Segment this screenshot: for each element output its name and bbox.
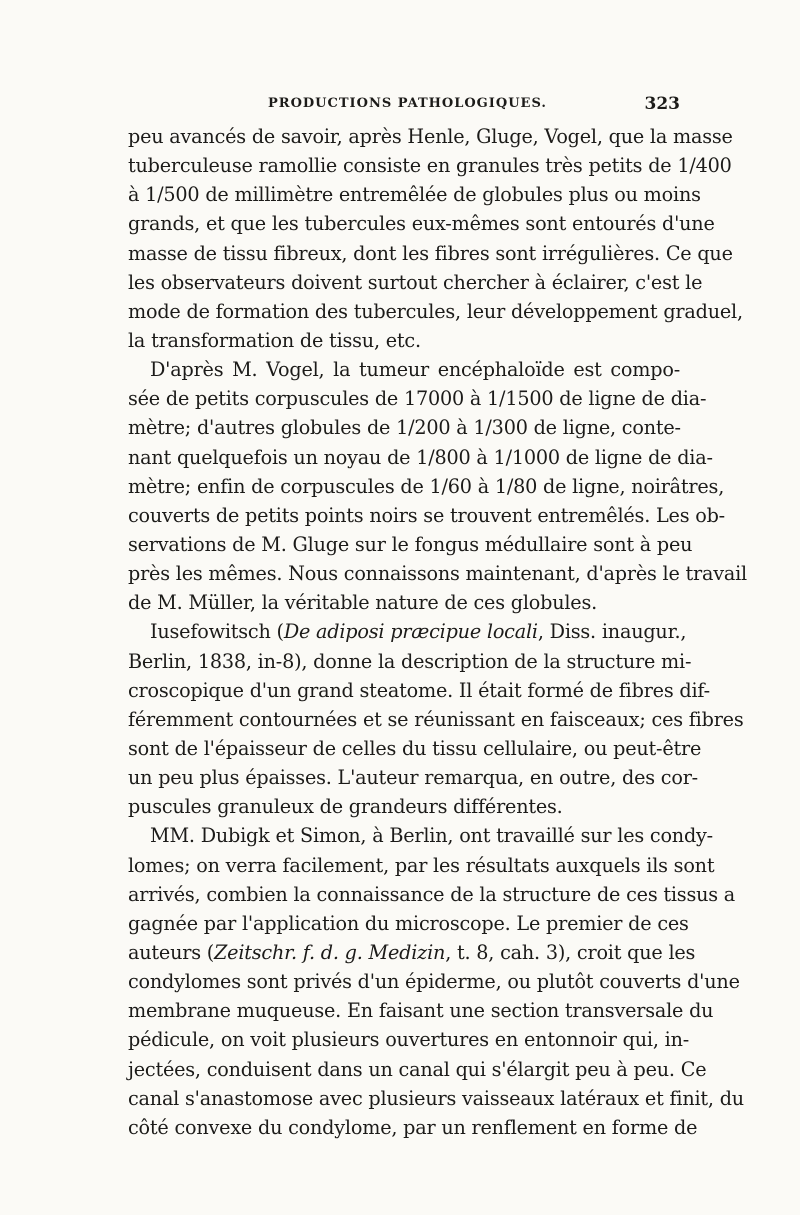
text-line: de M. Müller, la véritable nature de ces globules.: [128, 591, 598, 615]
text-line: tuberculeuse ramollie consiste en granules très petits de 1/400: [128, 154, 732, 178]
text-line: condylomes sont privés d'un épiderme, ou plutôt couverts d'une: [128, 970, 740, 994]
italic-title: De adiposi præcipue locali: [283, 620, 538, 644]
text-line: un peu plus épaisses. L'auteur remarqua, en outre, des cor-: [128, 766, 698, 790]
book-page: [128, 94, 747, 1142]
text-line: croscopique d'un grand steatome. Il était formé de fibres dif-: [128, 678, 710, 702]
text-line: côté convexe du condylome, par un renflement en forme de: [128, 1115, 698, 1139]
text-line: à 1/500 de millimètre entremêlée de globules plus ou moins: [128, 183, 701, 207]
text-line: gagnée par l'application du microscope. Le premier de ces: [128, 911, 689, 935]
text-line: sont de l'épaisseur de celles du tissu cellulaire, ou peut-être: [128, 736, 702, 760]
text-line: féremment contournées et se réunissant en faisceaux; ces fibres: [128, 707, 744, 731]
text-line: lomes; on verra facilement, par les résultats auxquels ils sont: [128, 853, 715, 877]
page-number: 323: [644, 94, 680, 114]
text-line: MM. Dubigk et Simon, à Berlin, ont travaillé sur les condy-: [150, 824, 713, 848]
text-line: mètre; d'autres globules de 1/200 à 1/300 de ligne, conte-: [128, 416, 681, 440]
text-line: puscules granuleux de grandeurs différentes.: [128, 795, 563, 819]
text-line: [128, 938, 696, 967]
text-line: D'après M. Vogel, la tumeur encéphaloïde est compo-: [150, 358, 680, 382]
text-line: arrivés, combien la connaissance de la structure de ces tissus a: [128, 882, 736, 906]
text-line: grands, et que les tubercules eux-mêmes sont entourés d'une: [128, 212, 715, 236]
text-line: Berlin, 1838, in-8), donne la description de la structure mi-: [128, 649, 692, 673]
text-line: jectées, conduisent dans un canal qui s'élargit peu à peu. Ce: [128, 1057, 707, 1081]
text-segment: , t. 8, cah. 3), croit que les: [445, 940, 696, 964]
text-line: peu avancés de savoir, après Henle, Gluge, Vogel, que la masse: [128, 125, 733, 148]
text-line: nant quelquefois un noyau de 1/800 à 1/1000 de ligne de dia-: [128, 445, 713, 469]
text-line: mode de formation des tubercules, leur développement graduel,: [128, 299, 743, 323]
text-line: couverts de petits points noirs se trouvent entremêlés. Les ob-: [128, 503, 725, 527]
text-line: près les mêmes. Nous connaissons maintenant, d'après le travail: [128, 562, 747, 586]
text-line: mètre; enfin de corpuscules de 1/60 à 1/80 de ligne, noirâtres,: [128, 474, 725, 498]
text-line: canal s'anastomose avec plusieurs vaisseaux latéraux et finit, du: [128, 1086, 744, 1110]
italic-title: Zeitschr. f. d. g. Medizin: [214, 940, 446, 964]
text-line: pédicule, on voit plusieurs ouvertures en entonnoir qui, in-: [128, 1028, 690, 1052]
running-head: [128, 96, 680, 122]
body-text: [128, 122, 747, 1142]
text-line: la transformation de tissu, etc.: [128, 328, 421, 352]
text-segment: Iusefowitsch (: [150, 620, 284, 644]
text-line: [128, 617, 687, 646]
text-line: sée de petits corpuscules de 17000 à 1/1500 de ligne de dia-: [128, 387, 707, 411]
text-line: les observateurs doivent surtout chercher à éclairer, c'est le: [128, 270, 703, 294]
text-line: masse de tissu fibreux, dont les fibres sont irrégulières. Ce que: [128, 241, 733, 265]
text-segment: , Diss. inaugur.,: [537, 620, 687, 644]
text-line: membrane muqueuse. En faisant une section transversale du: [128, 999, 714, 1023]
text-segment: auteurs (: [128, 940, 215, 964]
running-title: PRODUCTIONS PATHOLOGIQUES.: [268, 96, 547, 111]
text-line: servations de M. Gluge sur le fongus médullaire sont à peu: [128, 532, 693, 556]
